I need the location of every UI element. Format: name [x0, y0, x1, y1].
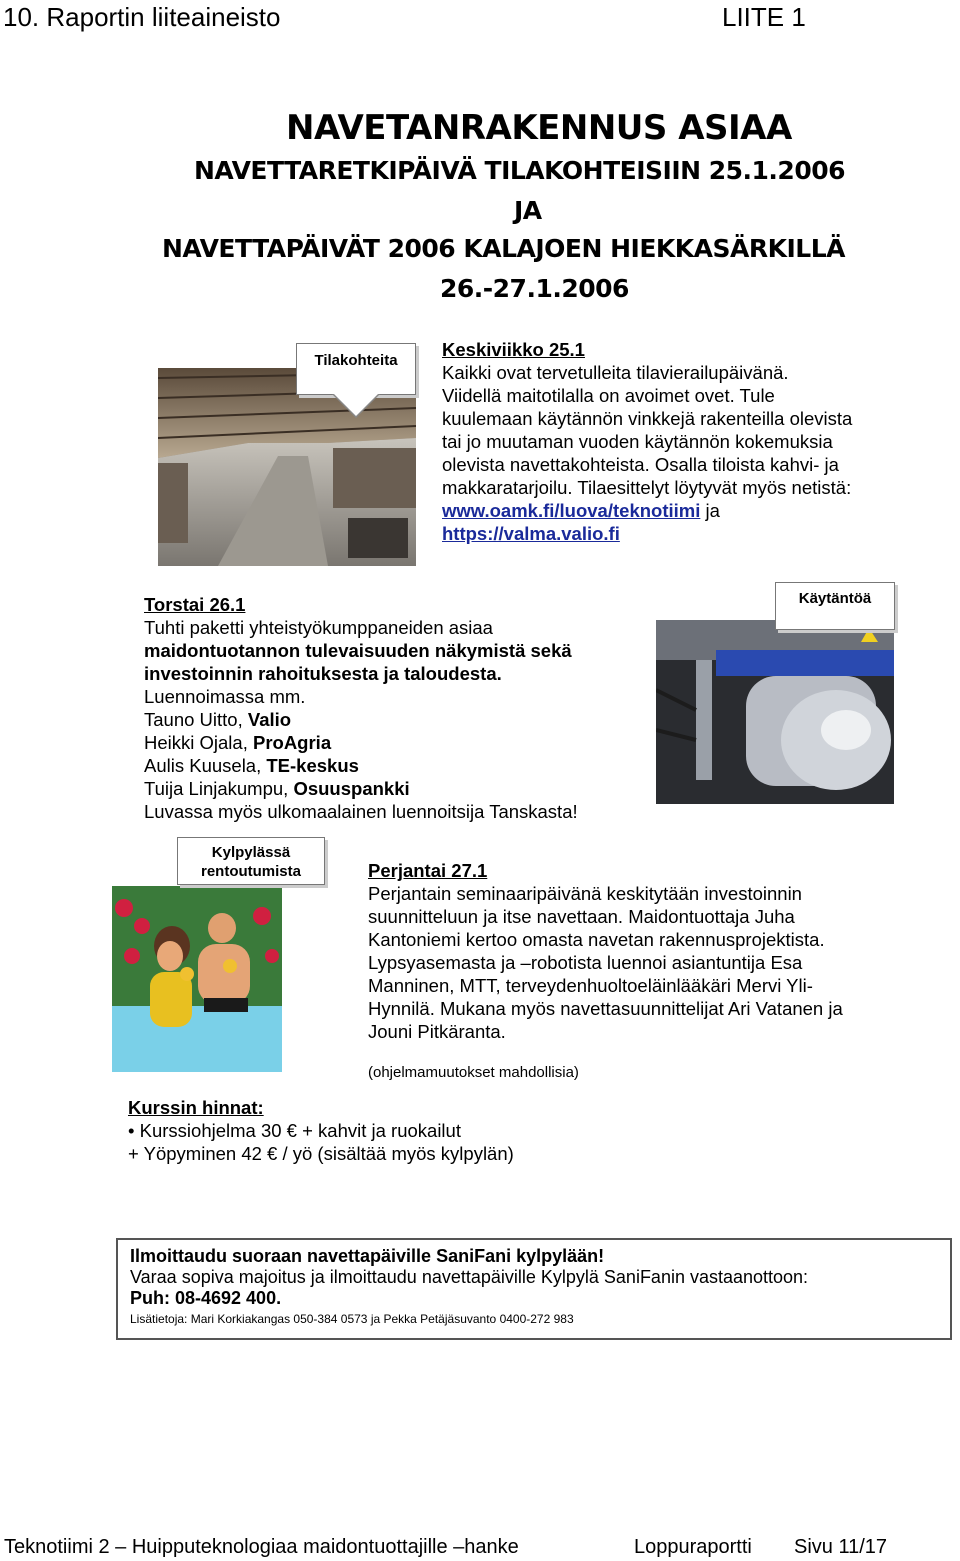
registration-contacts: Lisätietoja: Mari Korkiakangas 050-384 0573 ja Pekka Petäjäsuvanto 0400-272 983: [130, 1312, 574, 1326]
price-item: [128, 1142, 514, 1165]
program-disclaimer: (ohjelmamuutokset mahdollisia): [368, 1064, 579, 1081]
thursday-intro: Tuhti paketti yhteistyökumppaneiden asiaa: [144, 617, 493, 638]
thursday-lectures-label: Luennoimassa mm.: [144, 686, 306, 707]
callout-spa-line1: Kylpylässä: [211, 844, 291, 861]
plus-icon: +: [128, 1143, 139, 1164]
callout-farm-sites-label: Tilakohteita: [314, 352, 398, 369]
thursday-section: [144, 593, 578, 823]
wednesday-line: tai jo muutaman vuoden käytännön kokemuksia: [442, 431, 833, 452]
speaker-name: Tuija Linjakumpu,: [144, 778, 294, 799]
speaker-org: Osuuspankki: [293, 778, 410, 799]
price-item-text: Yöpyminen 42 € / yö (sisältää myös kylpylän): [143, 1143, 514, 1164]
speaker-org: TE-keskus: [266, 755, 359, 776]
poster-subtitle-1: NAVETTARETKIPÄIVÄ TILAKOHTEISIIN 25.1.2006: [194, 156, 846, 185]
poster-subtitle-3: NAVETTAPÄIVÄT 2006 KALAJOEN HIEKKASÄRKILLÄ: [162, 234, 846, 263]
wednesday-section: [442, 338, 852, 545]
milking-equipment-photo: [656, 620, 894, 804]
wednesday-line: makkaratarjoilu. Tilaesittelyt löytyvät myös netistä:: [442, 477, 852, 498]
friday-line: Manninen, MTT, terveydenhuoltoeläinlääkäri Mervi Yli-: [368, 975, 813, 996]
wednesday-line: Kaikki ovat tervetulleita tilavierailupäivänä.: [442, 362, 789, 383]
friday-section: [368, 859, 843, 1043]
wednesday-line: kuulemaan käytännön vinkkejä rakenteilla olevista: [442, 408, 853, 429]
speaker-name: Tauno Uitto,: [144, 709, 248, 730]
valio-link[interactable]: https://valma.valio.fi: [442, 523, 620, 544]
callout-practice-label: Käytäntöä: [798, 590, 872, 607]
appendix-label: LIITE 1: [722, 2, 806, 32]
poster-title: NAVETANRAKENNUS ASIAA: [286, 108, 792, 148]
registration-box: [116, 1238, 952, 1340]
thursday-note: Luvassa myös ulkomaalainen luennoitsija Tanskasta!: [144, 801, 578, 822]
wednesday-line: olevista navettakohteista. Osalla tiloista kahvi- ja: [442, 454, 839, 475]
oamk-link[interactable]: www.oamk.fi/luova/teknotiimi: [442, 500, 701, 521]
link-joiner: ja: [700, 500, 720, 521]
price-item: [128, 1119, 514, 1142]
page-header-title: 10. Raportin liiteaineisto: [3, 2, 281, 32]
wednesday-heading: Keskiviikko 25.1: [442, 339, 585, 360]
footer-project: Teknotiimi 2 – Huipputeknologiaa maidontuottajille –hanke: [4, 1536, 519, 1558]
speaker: [144, 708, 578, 731]
speaker-org: ProAgria: [252, 732, 332, 753]
friday-line: suunnitteluun ja itse navettaan. Maidontuottaja Juha: [368, 906, 795, 927]
friday-line: Lypsyasemasta ja –robotista luennoi asiantuntija Esa: [368, 952, 803, 973]
friday-line: Kantoniemi kertoo omasta navetan rakennusprojektista.: [368, 929, 825, 950]
prices-section: [128, 1096, 514, 1165]
friday-line: Jouni Pitkäranta.: [368, 1021, 506, 1042]
speaker: [144, 777, 578, 800]
callout-spa: [177, 837, 325, 885]
speaker: [144, 731, 578, 754]
footer-report: Loppuraportti: [634, 1536, 752, 1558]
speaker: [144, 754, 578, 777]
footer-page-number: Sivu 11/17: [794, 1536, 888, 1558]
bullet-icon: •: [128, 1120, 135, 1141]
speaker-name: Aulis Kuusela,: [144, 755, 267, 776]
thursday-topic: maidontuotannon tulevaisuuden näkymistä sekä: [144, 640, 572, 661]
callout-farm-sites: [296, 343, 416, 395]
speaker-name: Heikki Ojala,: [144, 732, 253, 753]
callout-spa-line2: rentoutumista: [200, 863, 301, 880]
spa-photo: [112, 886, 282, 1072]
poster-subtitle-4: 26.-27.1.2006: [440, 274, 629, 303]
price-item-text: Kurssiohjelma 30 € + kahvit ja ruokailut: [139, 1120, 461, 1141]
prices-heading: Kurssin hinnat:: [128, 1097, 264, 1118]
thursday-heading: Torstai 26.1: [144, 594, 246, 615]
registration-text: Varaa sopiva majoitus ja ilmoittaudu navettapäiville Kylpylä SaniFanin vastaanottoon:: [130, 1267, 809, 1287]
speaker-org: Valio: [247, 709, 292, 730]
wednesday-line: Viidellä maitotilalla on avoimet ovet. Tule: [442, 385, 775, 406]
friday-heading: Perjantai 27.1: [368, 860, 488, 881]
registration-phone: Puh: 08-4692 400.: [130, 1288, 282, 1308]
thursday-topic: investoinnin rahoituksesta ja taloudesta.: [144, 663, 502, 684]
friday-line: Perjantain seminaaripäivänä keskitytään investoinnin: [368, 883, 802, 904]
poster-subtitle-2: JA: [514, 196, 542, 225]
friday-line: Hynnilä. Mukana myös navettasuunnittelijat Ari Vatanen ja: [368, 998, 843, 1019]
callout-practice: [775, 582, 895, 630]
registration-heading: Ilmoittaudu suoraan navettapäiville SaniFani kylpylään!: [130, 1246, 605, 1266]
